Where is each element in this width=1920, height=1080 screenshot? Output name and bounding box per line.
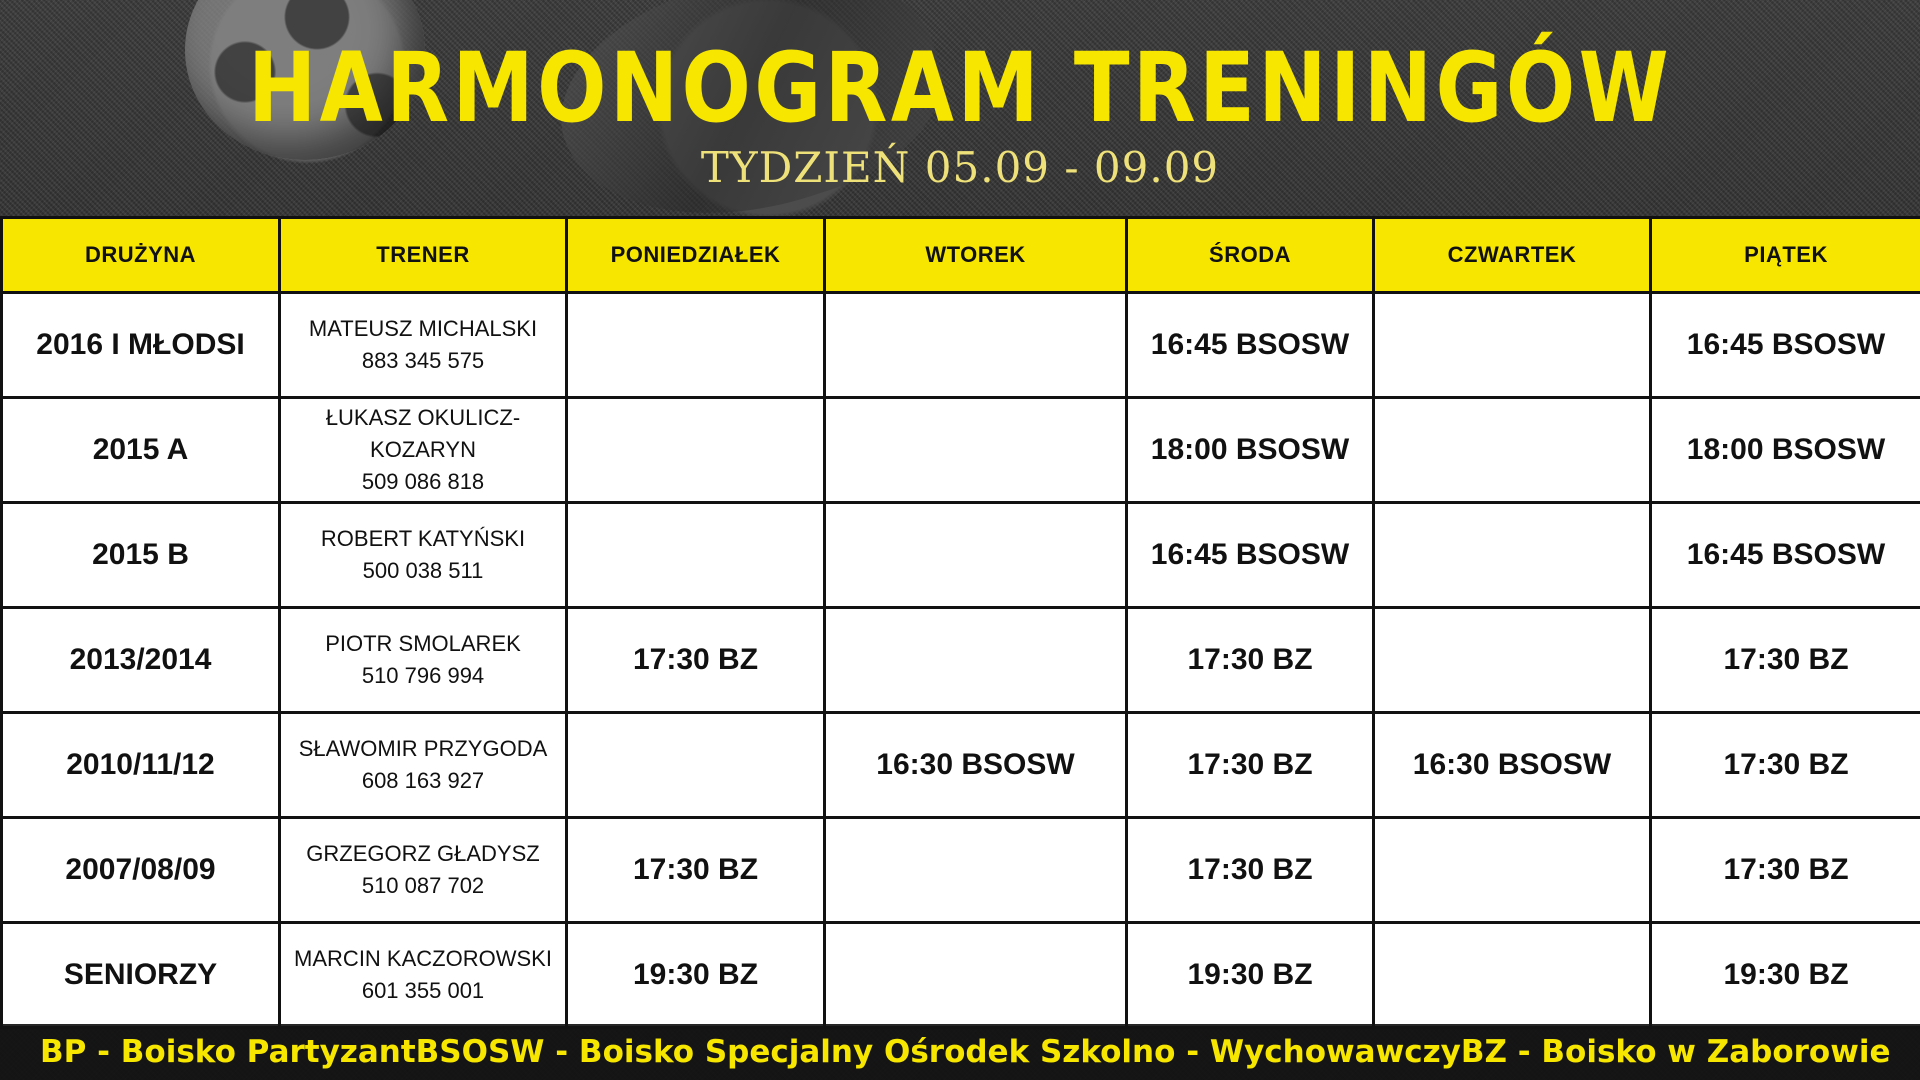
coach-cell [280, 923, 567, 1028]
wednesday-cell: 19:30 BZ [1127, 923, 1374, 1028]
column-header-friday: PIĄTEK [1651, 218, 1920, 293]
thursday-cell [1374, 818, 1651, 923]
column-header-team: DRUŻYNA [2, 218, 280, 293]
coach-phone: 601 355 001 [361, 978, 485, 1003]
coach-name: MATEUSZ MICHALSKI [308, 316, 538, 341]
friday-cell: 17:30 BZ [1651, 713, 1920, 818]
wednesday-cell: 18:00 BSOSW [1127, 398, 1374, 503]
friday-cell: 17:30 BZ [1651, 818, 1920, 923]
coach-name: ŁUKASZ OKULICZ-KOZARYN [325, 405, 521, 462]
training-schedule-table [0, 216, 1920, 1029]
team-cell: 2013/2014 [2, 608, 280, 713]
wednesday-cell: 17:30 BZ [1127, 608, 1374, 713]
legend-bar [0, 1024, 1920, 1080]
team-cell: 2015 B [2, 503, 280, 608]
tuesday-cell [825, 503, 1127, 608]
table-row [2, 503, 1920, 608]
team-cell: SENIORZY [2, 923, 280, 1028]
coach-cell [280, 818, 567, 923]
coach-phone: 500 038 511 [362, 558, 484, 583]
monday-cell [567, 713, 825, 818]
coach-name: SŁAWOMIR PRZYGODA [298, 736, 548, 761]
table-header-row [2, 218, 1920, 293]
tuesday-cell [825, 608, 1127, 713]
friday-cell: 16:45 BSOSW [1651, 503, 1920, 608]
team-cell: 2016 I MŁODSI [2, 293, 280, 398]
legend-item-bz: BZ - Boisko w Zaborowie [1460, 1034, 1891, 1070]
column-header-wednesday: ŚRODA [1127, 218, 1374, 293]
tuesday-cell: 16:30 BSOSW [825, 713, 1127, 818]
page-title: HARMONOGRAM TRENINGÓW [247, 32, 1673, 144]
coach-name: GRZEGORZ GŁADYSZ [306, 841, 540, 866]
tuesday-cell [825, 293, 1127, 398]
table-row [2, 923, 1920, 1028]
friday-cell: 16:45 BSOSW [1651, 293, 1920, 398]
tuesday-cell [825, 818, 1127, 923]
monday-cell: 17:30 BZ [567, 608, 825, 713]
thursday-cell [1374, 923, 1651, 1028]
monday-cell: 17:30 BZ [567, 818, 825, 923]
table-row [2, 608, 1920, 713]
week-subtitle: TYDZIEŃ 05.09 - 09.09 [700, 143, 1220, 192]
table-row [2, 398, 1920, 503]
monday-cell [567, 293, 825, 398]
tuesday-cell [825, 923, 1127, 1028]
coach-name: PIOTR SMOLAREK [325, 631, 521, 656]
coach-cell [280, 608, 567, 713]
coach-cell [280, 293, 567, 398]
coach-name: ROBERT KATYŃSKI [320, 526, 526, 551]
legend-item-bsosw: BSOSW - Boisko Specjalny Ośrodek Szkolno - Wychowawczy [415, 1034, 1461, 1070]
thursday-cell [1374, 293, 1651, 398]
column-header-thursday: CZWARTEK [1374, 218, 1651, 293]
coach-phone: 509 086 818 [361, 469, 485, 494]
column-header-coach: TRENER [280, 218, 567, 293]
table-row [2, 293, 1920, 398]
wednesday-cell: 17:30 BZ [1127, 713, 1374, 818]
coach-phone: 510 796 994 [361, 663, 485, 688]
coach-phone: 510 087 702 [361, 873, 485, 898]
team-cell: 2015 A [2, 398, 280, 503]
team-cell: 2007/08/09 [2, 818, 280, 923]
friday-cell: 19:30 BZ [1651, 923, 1920, 1028]
coach-phone: 608 163 927 [361, 768, 485, 793]
team-cell: 2010/11/12 [2, 713, 280, 818]
thursday-cell [1374, 503, 1651, 608]
table-row [2, 713, 1920, 818]
column-header-tuesday: WTOREK [825, 218, 1127, 293]
table-row [2, 818, 1920, 923]
monday-cell [567, 503, 825, 608]
thursday-cell [1374, 608, 1651, 713]
wednesday-cell: 16:45 BSOSW [1127, 293, 1374, 398]
monday-cell [567, 398, 825, 503]
coach-cell [280, 503, 567, 608]
wednesday-cell: 17:30 BZ [1127, 818, 1374, 923]
legend-item-bp: BP - Boisko Partyzant [40, 1034, 416, 1070]
friday-cell: 18:00 BSOSW [1651, 398, 1920, 503]
wednesday-cell: 16:45 BSOSW [1127, 503, 1374, 608]
coach-name: MARCIN KACZOROWSKI [294, 946, 552, 971]
column-header-monday: PONIEDZIAŁEK [567, 218, 825, 293]
coach-phone: 883 345 575 [361, 348, 485, 373]
thursday-cell: 16:30 BSOSW [1374, 713, 1651, 818]
thursday-cell [1374, 398, 1651, 503]
friday-cell: 17:30 BZ [1651, 608, 1920, 713]
coach-cell [280, 398, 567, 503]
tuesday-cell [825, 398, 1127, 503]
monday-cell: 19:30 BZ [567, 923, 825, 1028]
coach-cell [280, 713, 567, 818]
